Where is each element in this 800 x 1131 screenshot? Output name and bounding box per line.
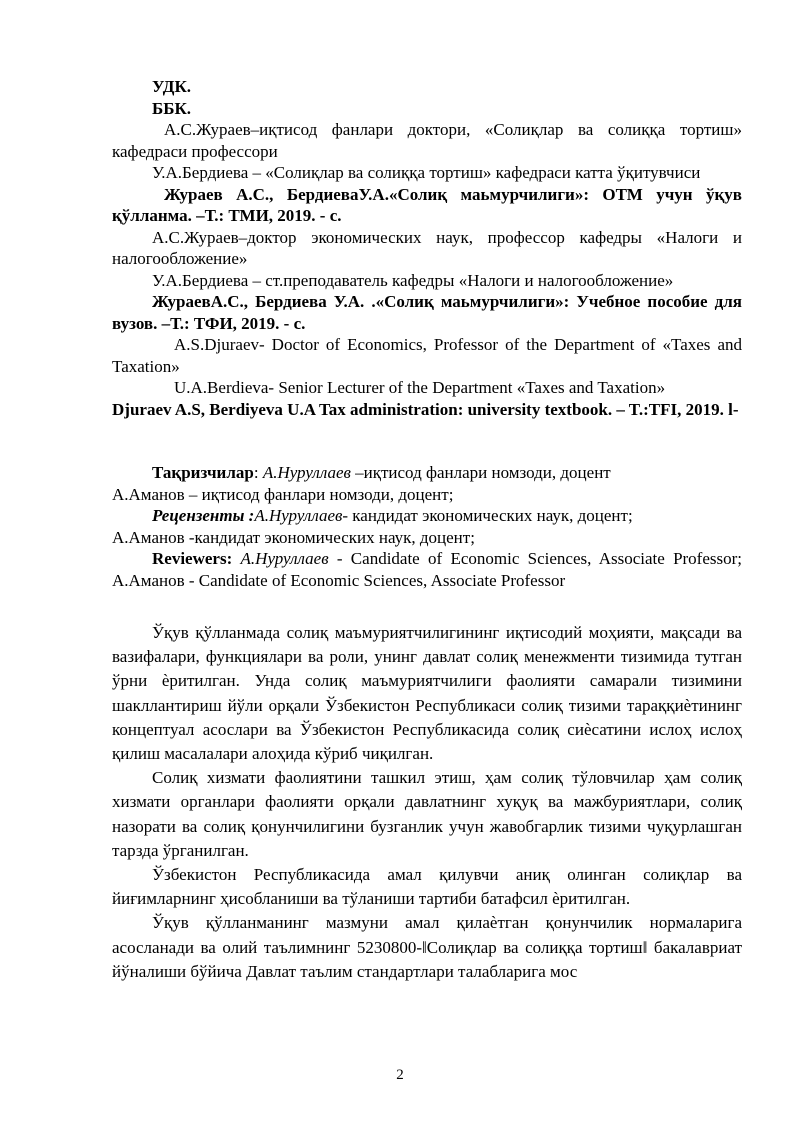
- uz-author-1: А.С.Жураев–иқтисод фанлари доктори, «Солиқлар ва солиққа тортиш» кафедраси профессори: [112, 120, 742, 161]
- paragraph-2: Солиқ хизмати фаолиятини ташкил этиш, ҳам солиқ тўловчилар ҳам солиқ хизмати органлари фаолияти орқали давлатнинг хуқуқ ва мажбуриятлари, солиқ назорати ва солиқ қонунчилигини бузганлик учун жавобгарлик тизими чуқурлашган тарзда ўрганилган.: [112, 768, 742, 860]
- reviewers-ru: [112, 505, 742, 527]
- reviewers-uz-colon: :: [253, 463, 259, 482]
- page-number: 2: [396, 1067, 404, 1083]
- ru-citation: ЖураевА.С., Бердиева У.А. .«Солиқ маьмурчилиги»: Учебное пособие для вузов. –Т.: ТФИ, 2019. - с.: [112, 292, 742, 333]
- en-author-2: U.A.Berdieva- Senior Lecturer of the Department «Taxes and Taxation»: [174, 378, 666, 397]
- reviewers-uz-second: А.Аманов – иқтисод фанлари номзоди, доцент;: [112, 484, 454, 504]
- reviewers-uz: [112, 462, 742, 484]
- reviewers-en-rest: - Candidate of Economic Sciences, Associate Professor; А.Аманов - Candidate of Economic Sciences, Associate Professor: [112, 549, 743, 590]
- ru-author-1: А.С.Жураев–доктор экономических наук, профессор кафедры «Налоги и налогообложение»: [112, 227, 742, 268]
- bbk-label: ББК.: [152, 98, 192, 118]
- reviewers-ru-second: А.Аманов -кандидат экономических наук, доцент;: [112, 527, 475, 547]
- paragraph-4: Ўқув қўлланманинг мазмуни амал қилаѐтган қонунчилик нормаларига асосланади ва олий таълимнинг 5230800-‖Солиқлар ва солиққа тортиш‖ бакалавриат йўналиши бўйича Давлат таълим стандартлари талабларига мос: [112, 913, 742, 981]
- reviewers-en-label: Reviewers:: [152, 549, 233, 568]
- en-author-1: A.S.Djuraev- Doctor of Economics, Professor of the Department of «Taxes and Taxation»: [112, 335, 742, 376]
- reviewers-uz-rest: –иқтисод фанлари номзоди, доцент: [350, 463, 611, 482]
- reviewers-en-name: А.Нуруллаев: [240, 549, 329, 568]
- abstract-body: [112, 621, 742, 984]
- udk-label: УДК.: [152, 77, 192, 96]
- reviewers-ru-name: А.Нуруллаев-: [254, 506, 349, 525]
- paragraph-3: Ўзбекистон Республикасида амал қилувчи аниқ олинган солиқлар ва йиғимларнинг ҳисобланиши ва тўланиши тартиби батафсил ѐритилган.: [112, 865, 742, 909]
- reviewers-en: [112, 548, 742, 591]
- uz-author-2: У.А.Бердиева – «Солиқлар ва солиққа тортиш» кафедраси катта ўқитувчиси: [152, 163, 701, 182]
- reviewers-ru-rest: кандидат экономических наук, доцент;: [348, 506, 633, 525]
- reviewers-uz-label: Тақризчилар: [152, 463, 254, 482]
- en-citation: Djuraev A.S, Berdiyeva U.A Tax administration: university textbook. – T.:TFI, 2019. l-: [112, 399, 739, 419]
- ru-author-2: У.А.Бердиева – ст.преподаватель кафедры «Налоги и налогообложение»: [152, 270, 674, 290]
- reviewers-ru-label: Рецензенты :: [152, 506, 255, 525]
- reviewers-uz-name: А.Нуруллаев: [262, 463, 351, 482]
- paragraph-1: Ўқув қўлланмада солиқ маъмуриятчилигининг иқтисодий моҳияти, мақсади ва вазифалари, функциялари ва роли, унинг давлат солиқ менежменти тизимида тутган ўрни ѐритилган. Унда солиқ маъмуриятчилиги фаолияти самарали тизимини шакллантириш йўли орқали Ўзбекистон Республикаси солиқ тизими тараққиѐтининг концептуал асослари ва Ўзбекистон Республикасида солиқ сиѐсатини ислоҳ ислоҳ қилиш масалалари алоҳида кўриб чиқилган.: [112, 623, 742, 764]
- uz-citation: Жураев А.С., БердиеваУ.А.«Солиқ маьмурчилиги»: ОТМ учун ўқув қўлланма. –Т.: ТМИ, 2019. - с.: [112, 184, 742, 225]
- document-page: [112, 76, 742, 984]
